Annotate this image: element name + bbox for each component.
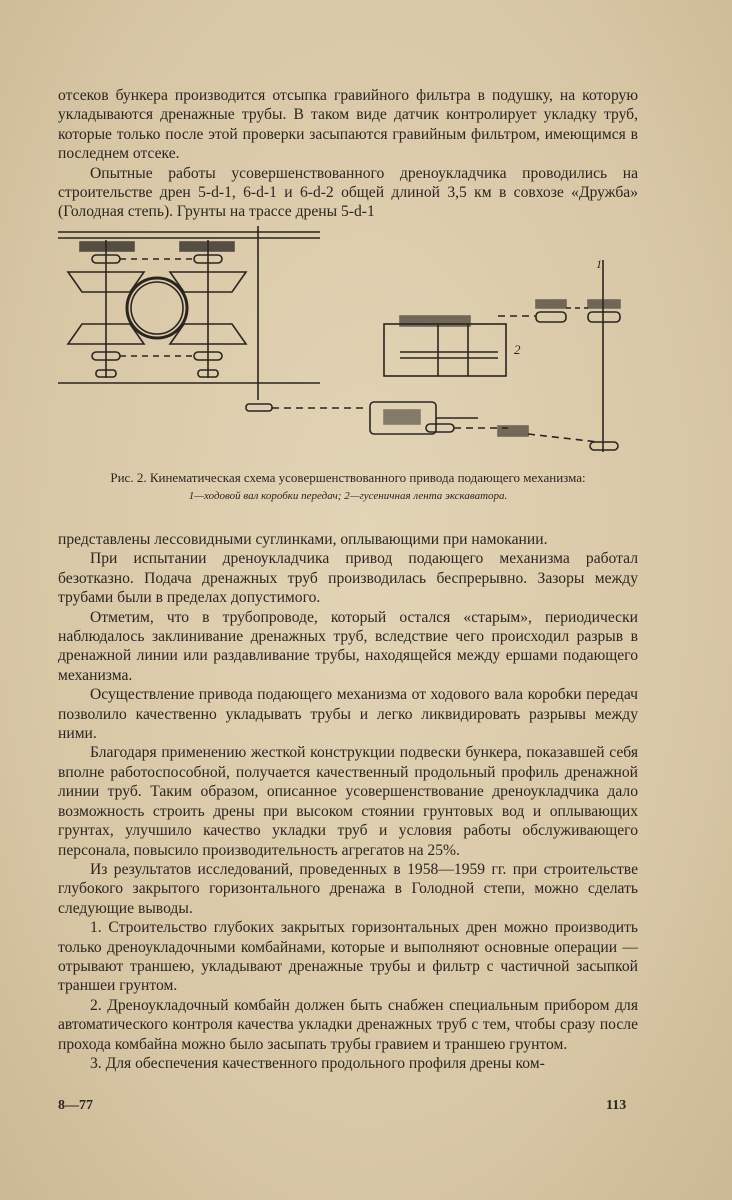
- caption-title: Рис. 2. Кинематическая схема усовершенствованного привода подающего механизма:: [110, 470, 586, 485]
- paragraph: Опытные работы усовершенствованного дреноукладчика проводились на строительстве дрен 5-d-1, 6-d-1 и 6-d-2 общей длиной 3,5 км в совхозе «Дружба» (Голодная степь). Грунты на трассе дрены 5-d-1: [58, 164, 638, 221]
- figure-caption: [58, 470, 638, 504]
- gear-icon: [80, 242, 134, 251]
- paragraph: 2. Дреноукладочный комбайн должен быть снабжен специальным прибором для автоматического контроля качества укладки дренажных труб с тем, чтобы сразу после прохода комбайна можно было засыпать трубы гравием и траншею грунтом.: [58, 996, 638, 1053]
- chain-drive: [528, 434, 598, 442]
- sprocket-icon: [590, 442, 618, 450]
- page-number: 113: [606, 1098, 627, 1113]
- paragraph: 3. Для обеспечения качественного продольного профиля дрены ком-: [90, 1054, 545, 1072]
- gear-icon: [180, 242, 234, 251]
- caption-legend: 1—ходовой вал коробки передач; 2—гусеничная лента экскаватора.: [188, 490, 508, 502]
- printer-signature: 8—77: [58, 1098, 93, 1113]
- gear-icon: [536, 300, 566, 308]
- sprocket-icon: [426, 424, 454, 432]
- paragraph: Осуществление привода подающего механизма от ходового вала коробки передач позволило качественно укладывать трубы и легко ликвидировать разрывы между ними.: [58, 686, 638, 743]
- sprocket-icon: [536, 312, 566, 322]
- paragraph: отсеков бункера производится отсыпка гравийного фильтра в подушку, на которую укладываются дренажные трубы. В таком виде датчик контролирует укладку труб, которые только после этой проверки засыпаются гравийным фильтром, имеющимся в последнем отсеке.: [58, 87, 638, 163]
- sprocket-icon: [588, 312, 620, 322]
- gear-icon: [588, 300, 620, 308]
- drain-pipe-icon: [131, 282, 183, 334]
- paragraph: 1. Строительство глубоких закрытых горизонтальных дрен можно производить только дреноукладочными комбайнами, которые и выполняют основные операции — отрывают траншею, укладывают дренажные трубы и фильтр с частичной засыпкой траншеи грунтом.: [58, 919, 638, 995]
- drain-pipe-icon: [127, 278, 187, 338]
- gear-icon: [400, 316, 470, 326]
- paragraph: Благодаря применению жесткой конструкции подвески бункера, показавшей себя вполне работоспособной, получается качественный продольный профиль дренажной линии труб. Таким образом, описанное усовершенствование дреноукладчика дало возможность строить дрены при высоком стоянии грунтовых вод и оплывающих грунтах, улучшило качество укладки труб и условия работы обслуживающего персонала, повысило производительность агрегатов на 25%.: [58, 744, 638, 859]
- paragraph: Из результатов исследований, проведенных в 1958—1959 гг. при строительстве глубокого закрытого горизонтального дренажа в Голодной степи, можно сделать следующие выводы.: [58, 860, 638, 917]
- text-block-bottom: [58, 530, 638, 1073]
- paragraph: При испытании дреноукладчика привод подающего механизма работал безотказно. Подача дренажных труб производилась беспрерывно. Зазоры между трубами были в пределах допустимого.: [58, 550, 638, 607]
- text-block-top: [58, 86, 638, 222]
- kinematic-diagram: [58, 220, 638, 460]
- sprocket-icon: [246, 404, 272, 411]
- gear-icon: [498, 426, 528, 436]
- paragraph: Отметим, что в трубопроводе, который остался «старым», периодически наблюдалось заклинивание дренажных труб, вследствие чего происходил разрыв в дренажной линии или раздавливание трубы, находящейся между ершами подающего механизма.: [58, 608, 638, 684]
- crawler-track-icon: [384, 324, 506, 376]
- paragraph: представлены лессовидными суглинками, оплывающими при намокании.: [58, 531, 548, 548]
- figure-label-2: 2: [514, 342, 521, 357]
- figure-label-1: 1: [596, 257, 602, 271]
